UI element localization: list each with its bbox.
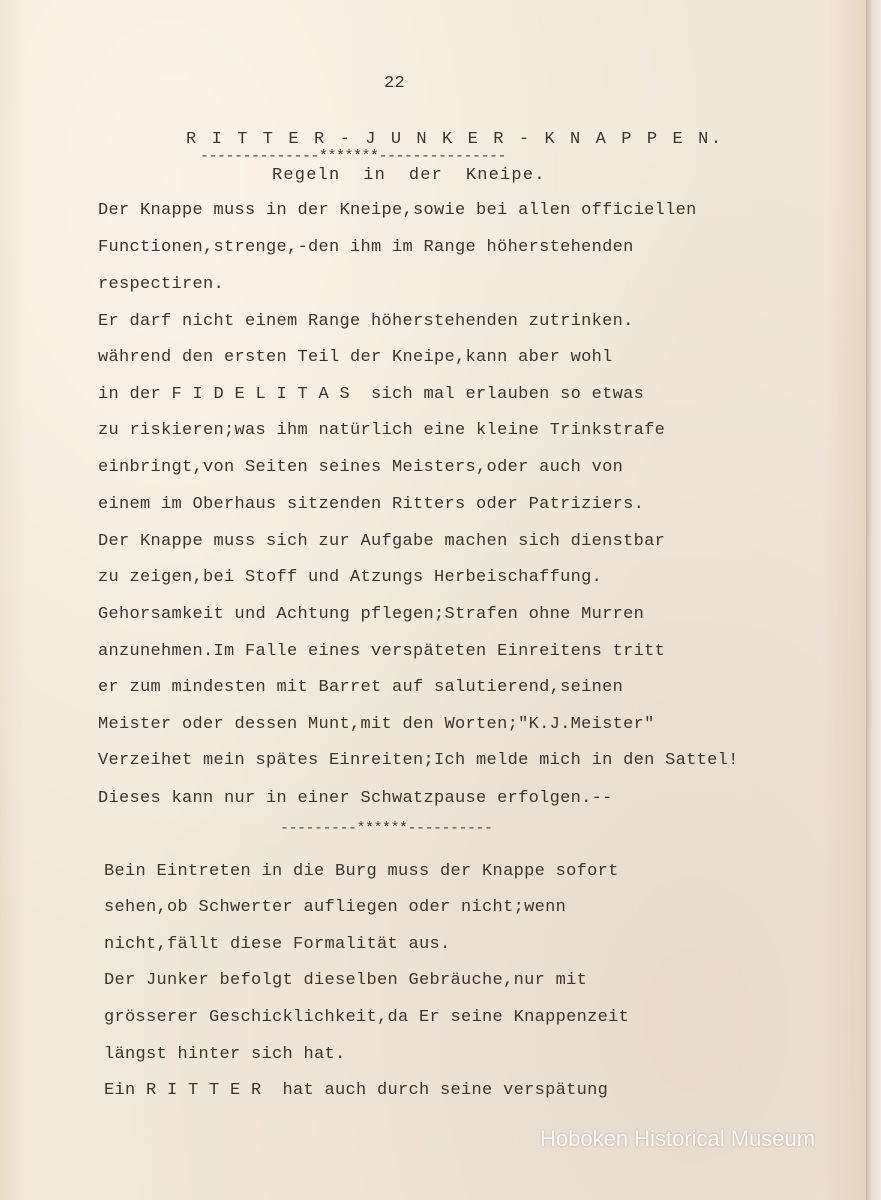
body-line: sehen,ob Schwerter aufliegen oder nicht;wenn: [104, 898, 567, 917]
body-line: zu riskieren;was ihm natürlich eine kleine Trinkstrafe: [98, 421, 666, 440]
body-line: Der Knappe muss in der Kneipe,sowie bei allen officiellen: [98, 201, 697, 220]
page-subtitle: Regeln in der Kneipe.: [272, 166, 546, 185]
page-number: 22: [384, 74, 406, 93]
body-line: längst hinter sich hat.: [104, 1045, 346, 1064]
body-line: Verzeihet mein spätes Einreiten;Ich melde mich in den Sattel!: [98, 751, 739, 770]
body-line: anzunehmen.Im Falle eines verspäteten Einreitens tritt: [98, 642, 666, 661]
body-line: Er darf nicht einem Range höherstehenden zutrinken.: [98, 312, 634, 331]
body-line: Der Knappe muss sich zur Aufgabe machen sich dienstbar: [98, 532, 666, 551]
museum-watermark: Hoboken Historical Museum: [540, 1126, 816, 1151]
body-line: grösserer Geschicklichkeit,da Er seine Knappenzeit: [104, 1008, 630, 1027]
body-line: Dieses kann nur in einer Schwatzpause erfolgen.--: [98, 789, 613, 808]
body-line: Ein R I T T E R hat auch durch seine verspätung: [104, 1081, 609, 1100]
page-edge: [866, 0, 881, 1200]
body-line: Der Junker befolgt dieselben Gebräuche,nur mit: [104, 971, 588, 990]
section-divider: ---------******----------: [280, 820, 493, 837]
body-line: respectiren.: [98, 275, 225, 294]
body-line: Functionen,strenge,-den ihm im Range höherstehenden: [98, 238, 634, 257]
body-line: in der F I D E L I T A S sich mal erlauben so etwas: [98, 385, 645, 404]
body-line: er zum mindesten mit Barret auf salutierend,seinen: [98, 678, 624, 697]
body-line: Gehorsamkeit und Achtung pflegen;Strafen ohne Murren: [98, 605, 645, 624]
body-line: einem im Oberhaus sitzenden Ritters oder Patriziers.: [98, 495, 645, 514]
body-line: während den ersten Teil der Kneipe,kann aber wohl: [98, 348, 613, 367]
body-line: nicht,fällt diese Formalität aus.: [104, 935, 451, 954]
body-line: einbringt,von Seiten seines Meisters,oder auch von: [98, 458, 624, 477]
body-line: Meister oder dessen Munt,mit den Worten;"K.J.Meister": [98, 715, 655, 734]
title-underline: --------------*******---------------: [200, 148, 507, 165]
page-title: R I T T E R - J U N K E R - K N A P P E N.: [186, 130, 724, 149]
body-line: Bein Eintreten in die Burg muss der Knappe sofort: [104, 862, 619, 881]
body-line: zu zeigen,bei Stoff und Atzungs Herbeischaffung.: [98, 568, 603, 587]
